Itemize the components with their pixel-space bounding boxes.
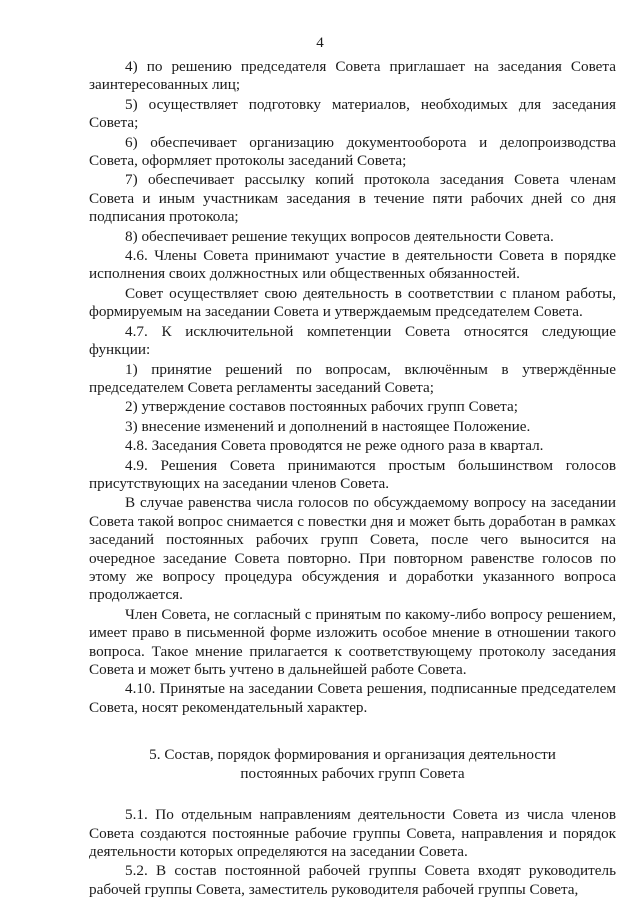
document-body: [89, 58, 616, 900]
paragraph: 1) принятие решений по вопросам, включённым в утверждённые председателем Совета регламенты заседаний Совета;: [89, 360, 616, 396]
paragraph: 4.7. К исключительной компетенции Совета относятся следующие функции:: [89, 322, 616, 359]
page-number: 4: [316, 35, 324, 51]
paragraph: 6) обеспечивает организацию документооборота и делопроизводства Совета, оформляет протоколы заседаний Совета;: [89, 133, 616, 170]
paragraph: 3) внесение изменений и дополнений в настоящее Положение.: [125, 417, 531, 435]
paragraph: 8) обеспечивает решение текущих вопросов деятельности Совета.: [125, 227, 554, 245]
paragraph: Совет осуществляет свою деятельность в соответствии с планом работы, формируемым на заседании Совета и утверждаемым председателем Совета.: [89, 284, 616, 321]
paragraph: 7) обеспечивает рассылку копий протокола заседания Совета членам Совета и иным участникам заседания в течение пяти рабочих дней со дня подписания протокола;: [89, 171, 616, 226]
paragraph: 4) по решению председателя Совета приглашает на заседания Совета заинтересованных лиц;: [89, 58, 616, 94]
paragraph: 5) осуществляет подготовку материалов, необходимых для заседания Совета;: [89, 95, 616, 132]
paragraph: В случае равенства числа голосов по обсуждаемому вопросу на заседании Совета такой вопрос снимается с повестки дня и может быть доработан в рамках заседаний постоянных рабочих групп Совета, после чего выносится на очередное заседание Совета повторно. При повторном равенстве голосов по этому же вопросу процедура обсуждения и доработки указанного вопроса продолжается.: [89, 494, 616, 604]
section-heading: [89, 745, 616, 783]
paragraph: 5.1. По отдельным направлениям деятельности Совета из числа членов Совета создаются постоянные рабочие группы Совета, направления и порядок деятельности которых определяются на заседании Совета.: [89, 806, 616, 861]
paragraph: Член Совета, не согласный с принятым по какому-либо вопросу решением, имеет право в письменной форме изложить особое мнение в отношении такого вопроса. Такое мнение прилагается к соответствующему протоколу заседания Совета и может быть учтено в дальнейшей работе Совета.: [89, 605, 616, 678]
paragraph: 4.9. Решения Совета принимаются простым большинством голосов присутствующих на заседании членов Совета.: [89, 456, 616, 492]
section-heading-line: 5. Состав, порядок формирования и организация деятельности: [149, 746, 556, 764]
section-heading-line: постоянных рабочих групп Совета: [240, 765, 465, 783]
paragraph: 4.8. Заседания Совета проводятся не реже одного раза в квартал.: [125, 437, 544, 455]
paragraph: 2) утверждение составов постоянных рабочих групп Совета;: [125, 398, 518, 416]
paragraph: 5.2. В состав постоянной рабочей группы Совета входят руководитель рабочей группы Совета, заместитель руководителя рабочей группы Совета,: [89, 862, 616, 898]
paragraph: 4.10. Принятые на заседании Совета решения, подписанные председателем Совета, носят рекомендательный характер.: [89, 680, 616, 716]
paragraph: 4.6. Члены Совета принимают участие в деятельности Совета в порядке исполнения своих должностных или общественных обязанностей.: [89, 247, 616, 283]
